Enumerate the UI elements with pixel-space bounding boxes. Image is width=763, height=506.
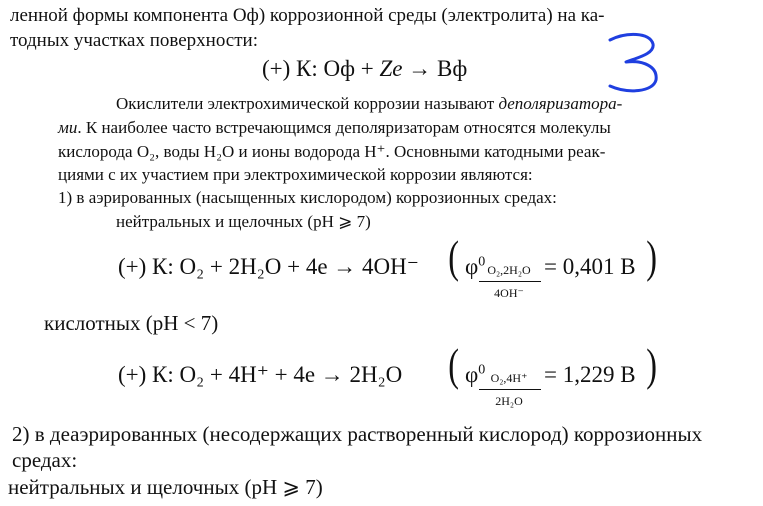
paragraph-text: . К наиболее часто встречающимся деполяризаторам относятся молекулы <box>77 118 611 137</box>
equation-part: (+) К: Оф + <box>262 56 380 81</box>
text-line-2: тодных участках поверхности: <box>10 30 258 51</box>
list-item-1-subheading: нейтральных и щелочных (pH ⩾ 7) <box>116 212 371 231</box>
acidic-media-heading: кислотных (pH < 7) <box>44 311 219 335</box>
phi-superscript: 0 <box>478 362 486 378</box>
phi-symbol: φ <box>465 362 479 387</box>
close-parenthesis: ) <box>646 231 658 282</box>
phi-superscript: 0 <box>478 254 486 270</box>
oxygen-acidic-equation: (+) К: O₂ + 4H⁺ + 4e → 2H₂O <box>118 362 403 387</box>
paragraph-line-1 <box>116 95 622 112</box>
paragraph-text: Окислители электрохимической коррозии называют <box>116 94 499 113</box>
oxygen-neutral-equation: (+) К: O₂ + 2H₂O + 4e → 4OH⁻ <box>118 254 419 279</box>
equation-part-ze: Ze <box>379 56 403 81</box>
text-line-1: ленной формы компонента Оф) коррозионной среды (электролита) на ка- <box>10 5 605 26</box>
list-item-2-continued: средах: <box>12 448 78 472</box>
potential-value: = 0,401 В <box>544 254 636 279</box>
paragraph-line-3: кислорода O₂, воды H₂O и ионы водорода H⁺. Основными катодными реак- <box>58 142 606 161</box>
phi-symbol: φ <box>465 254 479 279</box>
open-parenthesis: ( <box>448 231 460 282</box>
potential-subscript-bottom: 2H₂O <box>495 394 523 408</box>
term-depolarizers-end: ми <box>58 118 78 137</box>
fraction-line <box>479 389 541 390</box>
potential-subscript-top: O₂,4H⁺ <box>490 371 528 385</box>
list-item-2: 2) в деаэрированных (несодержащих растворенный кислород) коррозионных <box>12 422 703 446</box>
potential-value: = 1,229 В <box>544 362 636 387</box>
paragraph-line-4: циями с их участием при электрохимической коррозии являются: <box>58 165 533 184</box>
handwritten-digit-3 <box>598 28 668 98</box>
fraction-line <box>479 281 541 282</box>
open-parenthesis: ( <box>448 339 460 390</box>
paragraph-line-2 <box>58 119 611 136</box>
potential-subscript-bottom: 4OH⁻ <box>494 286 524 300</box>
term-depolarizers: деполяризатора- <box>498 94 623 113</box>
close-parenthesis: ) <box>646 339 658 390</box>
potential-subscript-top: O₂,2H₂O <box>487 263 531 277</box>
equation-part: → Вф <box>402 56 468 81</box>
list-item-2-subheading: нейтральных и щелочных (pH ⩾ 7) <box>8 475 323 499</box>
cathode-general-equation <box>262 57 467 80</box>
list-item-1: 1) в аэрированных (насыщенных кислородом) коррозионных средах: <box>58 188 557 207</box>
